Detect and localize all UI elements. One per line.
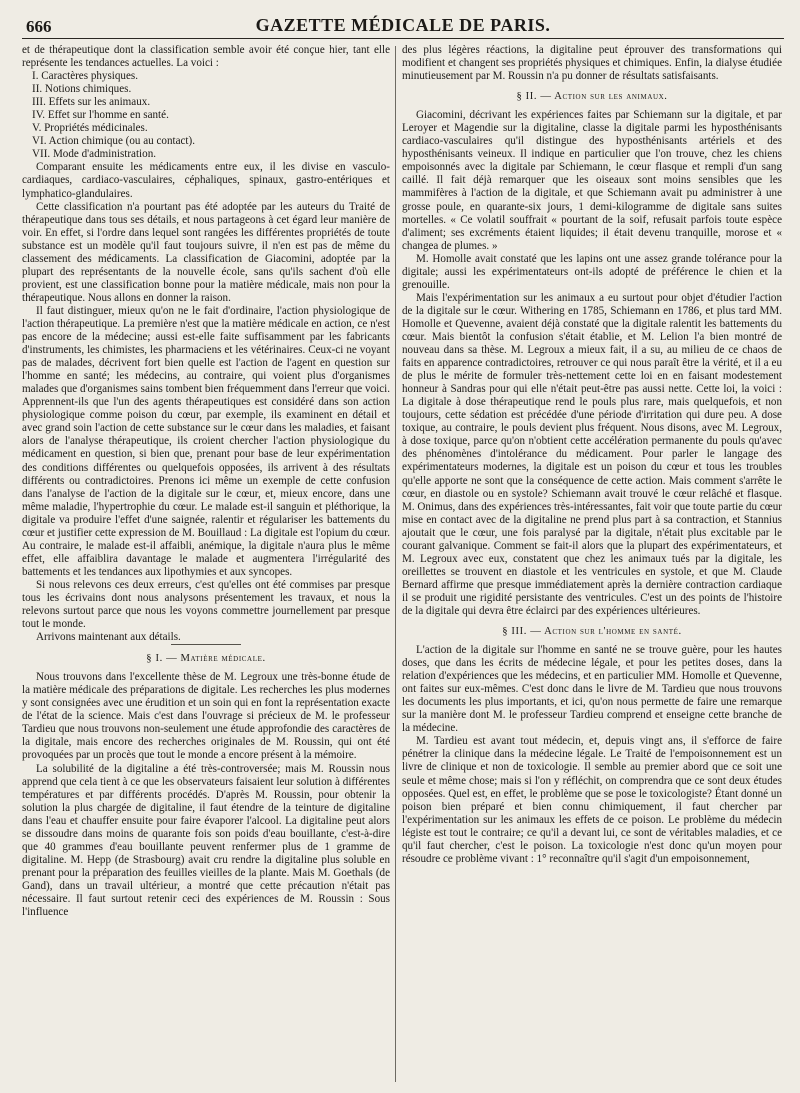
body-paragraph: M. Tardieu est avant tout médecin, et, depuis vingt ans, il s'efforce de faire pénétrer la clinique dans la médecine légale. Le Traité de l'empoisonnement est un livre de clinique et non de toxicologie. Il semble au premier abord que ce soit une seule et même chose; mais si l'on y réfléchit, on comprendra que ce sont deux études opposées. Quel est, en effet, le problème que se pose le toxicologiste? Étant donné un poison bien préparé et bien connu chimiquement, il faut chercher par l'expérimentation sur les animaux les effets de ce poison. Le problème du médecin légiste est tout le contraire; ce qu'il a devant lui, ce sont de véritables maladies, et ce qu'il faut chercher, c'est le poison. La toxicologie n'est donc qu'un moyen pour résoudre ce problème vivant : 1° reconnaître qu'il s'agit d'un empoisonnement, [402, 735, 782, 865]
body-paragraph: Arrivons maintenant aux détails. [36, 631, 181, 644]
running-title: GAZETTE MÉDICALE DE PARIS. [255, 15, 551, 35]
body-paragraph: Si nous relevons ces deux erreurs, c'est qu'elles ont été commises par presque tous les écrivains dont nous analysons présentement les travaux, et nous la relevons surtout parce que nous les voyons commettre journellement par presque tout le monde. [22, 578, 390, 631]
section-heading: § III. — Action sur l'homme en santé. [502, 626, 682, 638]
intro-paragraph: et de thérapeutique dont la classification semble avoir été conçue hier, tant elle représente les tendances actuelles. La voici : [22, 44, 390, 70]
section-heading: § II. — Action sur les animaux. [516, 91, 668, 103]
list-item: II. Notions chimiques. [32, 83, 132, 96]
body-paragraph: Comparant ensuite les médicaments entre eux, il les divise en vasculo-cardiaques, cardiaco-vasculaires, céphaliques, spinaux, gastro-entériques et lymphatico-glandulaires. [22, 161, 390, 200]
section-divider [171, 644, 241, 645]
list-item: VII. Mode d'administration. [32, 148, 157, 161]
left-column [22, 44, 390, 1084]
right-column [402, 44, 782, 1084]
body-paragraph: M. Homolle avait constaté que les lapins ont une assez grande tolérance pour la digitale; aussi les expérimentateurs ont-ils adopté de préférence le chien et la grenouille. [402, 252, 782, 291]
list-item: IV. Effet sur l'homme en santé. [32, 109, 169, 122]
body-paragraph: Giacomini, décrivant les expériences faites par Schiemann sur la digitale, et par Leroyer et Magendie sur la digitaline, classe la digitale parmi les hyposthénisants cardiaco-vasculaires qu'il distingue des hyposthénisants artériels et des hyposthénisants veineux. Il indique en particulier que l'on trouve, chez les chiens empoisonnés avec la digitale par Schiemann, le cœur flasque et rempli d'un sang caillé. Il fait déjà remarquer que les oiseaux sont moins sensibles que les mammifères à l'action de la digitale, et que Schiemann avait pu administrer à une grosse poule, en quarante-six jours, 1 demi-kilogramme de digitale sans suites mortelles. « Ce volatil souffrait « pourtant de la soif, refusait parfois toute espèce d'aliment; ses excréments étaient liquides; il était devenu tranquille, morose et « changea de plumes. » [402, 109, 782, 252]
continuation-paragraph: des plus légères réactions, la digitaline peut éprouver des transformations qui modifient et changent ses propriétés physiques et chimiques. Enfin, la dialyse étudiée minutieusement par M. Roussin n'a pu donner de résultats satisfaisants. [402, 44, 782, 83]
list-item: III. Effets sur les animaux. [32, 96, 151, 109]
body-paragraph: Nous trouvons dans l'excellente thèse de M. Legroux une très-bonne étude de la matière médicale des préparations de digitale. Les recherches les plus modernes y sont consignées avec une érudition et un soin qui en font la représentation exacte de l'état de la science. Mais c'est dans l'ouvrage si précieux de M. le professeur Tardieu que nous trouvons non-seulement une étude approfondie des caractères de la digitale, mais encore des recherches originales de M. Roussin, qui ont été provoquées par un procès que tout le monde a encore présent à la mémoire. [22, 671, 390, 762]
list-item: VI. Action chimique (ou au contact). [32, 135, 195, 148]
body-paragraph: Cette classification n'a pourtant pas été adoptée par les auteurs du Traité de thérapeutique dans tous ses détails, et nous partageons à cet égard leur manière de voir. En effet, si l'ordre dans lequel sont rangées les différentes propriétés de toute substance est un modèle qu'il faut toujours suivre, il n'en est pas de même du classement des médicaments. La classification de Giacomini, adoptée par la plupart des représentants de la nouvelle école, sans qu'ils sachent d'où elle provient, est une classification bonne pour la matière médicale, mais non pour la thérapeutique. Nous allons en donner la raison. [22, 200, 390, 304]
body-paragraph: La solubilité de la digitaline a été très-controversée; mais M. Roussin nous apprend que cela tient à ce que les observateurs faisaient leur solution à différentes températures et par différents procédés. D'après M. Roussin, pour obtenir la solution la plus chargée de digitaline, il faut étendre de la teinture de digitaline dans l'eau et chauffer ensuite pour faire évaporer l'alcool. La digitaline peut alors se dissoudre dans moins de quarante fois son poids d'eau bouillante, c'est-à-dire que 40 grammes d'eau bouillante peuvent renfermer plus de 1 gramme de digitaline. M. Hepp (de Strasbourg) avait cru rendre la digitaline plus soluble en prenant pour la préparation des feuilles vieilles de la plante. Mais M. Goethals (de Gand), dans un travail ultérieur, a montré que cette précaution n'était pas nécessaire. Il faut surtout retenir ceci des expériences de M. Roussin : Sous l'influence [22, 762, 390, 919]
page-header [22, 12, 784, 39]
page-number: 666 [26, 17, 52, 36]
list-item: V. Propriétés médicinales. [32, 122, 148, 135]
column-divider [395, 46, 396, 1082]
classification-list [32, 70, 390, 161]
section-heading: § I. — Matière médicale. [146, 653, 266, 665]
list-item: I. Caractères physiques. [32, 70, 138, 83]
body-paragraph: Mais l'expérimentation sur les animaux a eu surtout pour objet d'étudier l'action de la digitale sur le cœur. Withering en 1785, Schiemann en 1786, et plus tard MM. Homolle et Quevenne, avaient déjà constaté que la digitale ralentit les battements du cœur. Mais bientôt la confusion s'était établie, et M. Lelion l'a bien montré de nouveau dans sa thèse. M. Legroux a mieux fait, il a su, au milieu de ce chaos de faits en apparence contradictoires, retrouver ce qui nous paraît être la vérité, et il a eu de plus le mérite de formuler très-nettement cette loi en en faisant modestement honneur à Sandras pour qui elle n'était peut-être pas aussi nette. Cette loi, la voici : La digitale à dose thérapeutique rend le pouls plus rare, mais quelquefois, et non toujours, cette sédation est précédée d'une période d'irritation qui dure peu. A dose toxique, au contraire, le pouls devient plus fréquent. Nous disons, avec M. Legroux, à dose toxique, parce qu'on n'obtient cette accélération permanente du pouls qu'avec des phénomènes d'intolérance du médicament. Pour parler le langage des expérimentateurs modernes, la digitale est un poison du cœur et tous les troubles qu'elle apporte ne sont que la conséquence de cette action. Mais comment s'arrête le cœur, en diastole ou en systole? Schiemann avait trouvé le cœur relâché et flasque. M. Onimus, dans des expériences très-intéressantes, fait voir que toute partie du cœur mise en contact avec de la digitaline ne prend plus part à sa contraction, et Stannius ajoutait que le cœur, une fois paralysé par la digitale, n'était plus excitable par le courant galvanique. Comment se fait-il alors que la plupart des expérimentateurs, et M. Legroux avec eux, constatent que chez les animaux tués par la digitale, les oreillettes se trouvent en diastole et les ventricules en systole, et que M. Claude Bernard affirme que presque immédiatement après la dernière contraction cardiaque il se produit une rigidité persistante des ventricules. C'est un des points de l'histoire de la digitale qui devra être éclairci par des expériences ultérieures. [402, 291, 782, 617]
body-paragraph: Il faut distinguer, mieux qu'on ne le fait d'ordinaire, l'action physiologique de l'action thérapeutique. La première n'est que la matière médicale en action, ce n'est pas encore de la médecine; aussi est-elle faite suffisamment par les fabricants d'instruments, les chimistes, les pharmaciens et les vétérinaires. Ceux-ci ne voyant pas de malades, décrivent fort bien quelle est l'action de l'agent en question sur l'homme en santé; les médecins, au contraire, qui voient plus d'organismes malades que d'organismes sains tombent bien fréquemment dans l'erreur que voici. Apprennent-ils que l'un des agents thérapeutiques est considéré dans son action physiologique comme poison du cœur, par exemple, ils examinent en détail et avec grand soin l'action de cette substance sur le cœur dans les maladies, et faisant alors de l'analyse thérapeutique, ils croient chercher l'action physiologique du médicament en question, si bien que, prenant pour base de leur expérimentation des conditions différentes ou quelquefois opposées, ils arrivent à des résultats différents ou contradictoires. Prenons ici même un exemple de cette confusion dans l'analyse de l'action de la digitale sur le cœur, et, mieux encore, dans une même maladie, l'hypertrophie du cœur. Le malade est-il sanguin et pléthorique, la digitale va produire l'effet d'une saignée, ralentir et régulariser les battements du cœur et justifier cette expression de M. Bouillaud : La digitale est l'opium du cœur. Au contraire, le malade est-il affaibli, anémique, la digitale n'aura plus le même effet, elle affaiblira davantage le malade et augmentera l'irrégularité des battements et les tendances aux lipothymies et aux syncopes. [22, 304, 390, 578]
body-paragraph: L'action de la digitale sur l'homme en santé ne se trouve guère, pour les hautes doses, que dans les écrits de médecine légale, et pour les petites doses, dans la relation d'expériences que les médecins, et en particulier MM. Homolle et Quevenne, ont faites sur eux-mêmes. C'est donc dans le livre de M. Tardieu que nous trouvons les documents les plus importants, et ici, qu'on nous permette de faire une remarque sur la manière dont M. le professeur Tardieu comprend et enseigne cette branche de la médecine. [402, 644, 782, 735]
